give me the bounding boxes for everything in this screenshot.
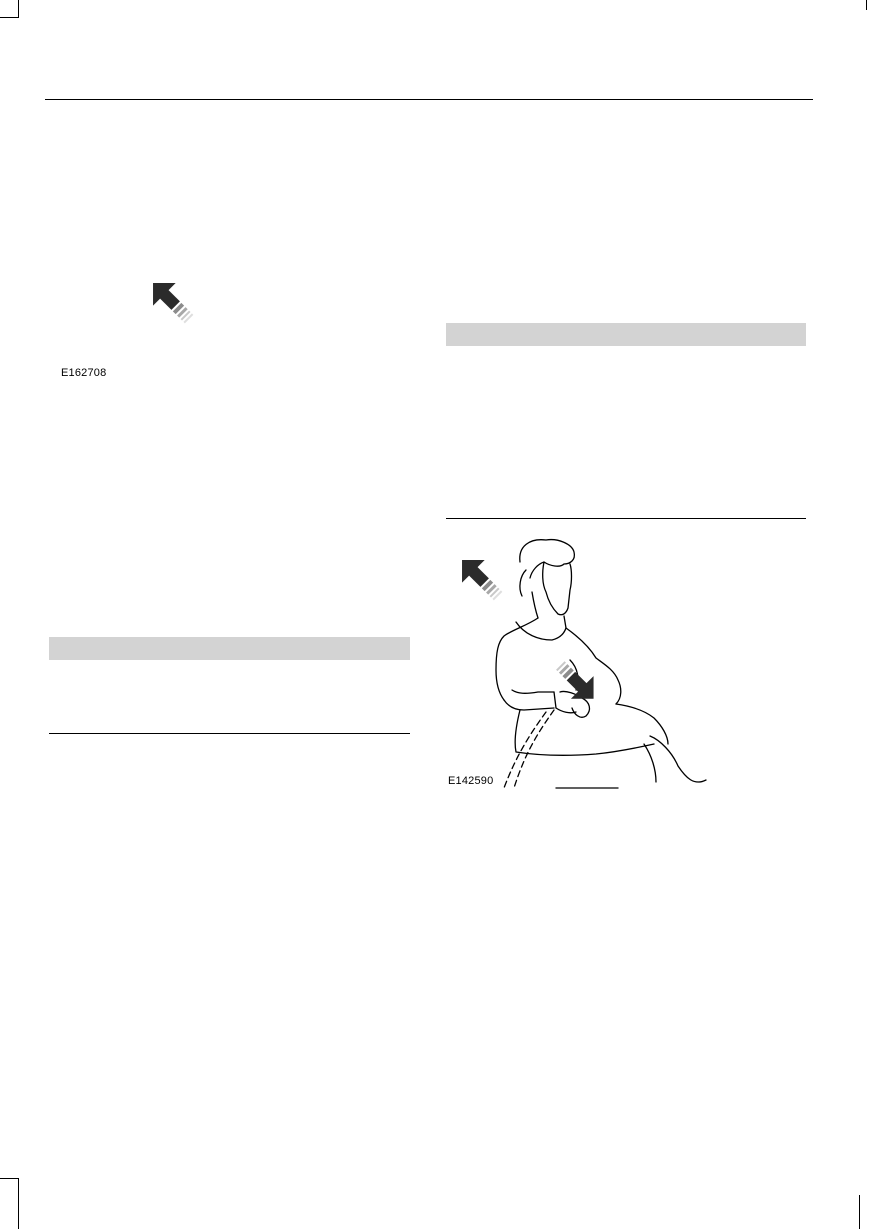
crop-mark-bottom-left-horizontal [0,1178,19,1179]
crop-mark-top-left-vertical [18,0,19,17]
section-rule-left [49,733,410,734]
crop-mark-bottom-right-vertical [859,1195,860,1229]
crop-mark-top-right-vertical [866,0,867,10]
arrow-up-left-icon [146,276,206,336]
section-rule-right [446,518,806,519]
shaded-heading-band-right [446,323,806,346]
shaded-heading-band-left [49,637,410,660]
crop-mark-top-left-horizontal [0,17,19,18]
figure-id-label: E142590 [448,775,494,787]
figure-id-label: E162708 [61,367,107,379]
crop-mark-bottom-left-vertical [18,1178,19,1229]
header-rule [45,99,813,100]
arrow-down-right-icon [548,660,608,710]
arrow-up-left-icon [455,553,515,613]
